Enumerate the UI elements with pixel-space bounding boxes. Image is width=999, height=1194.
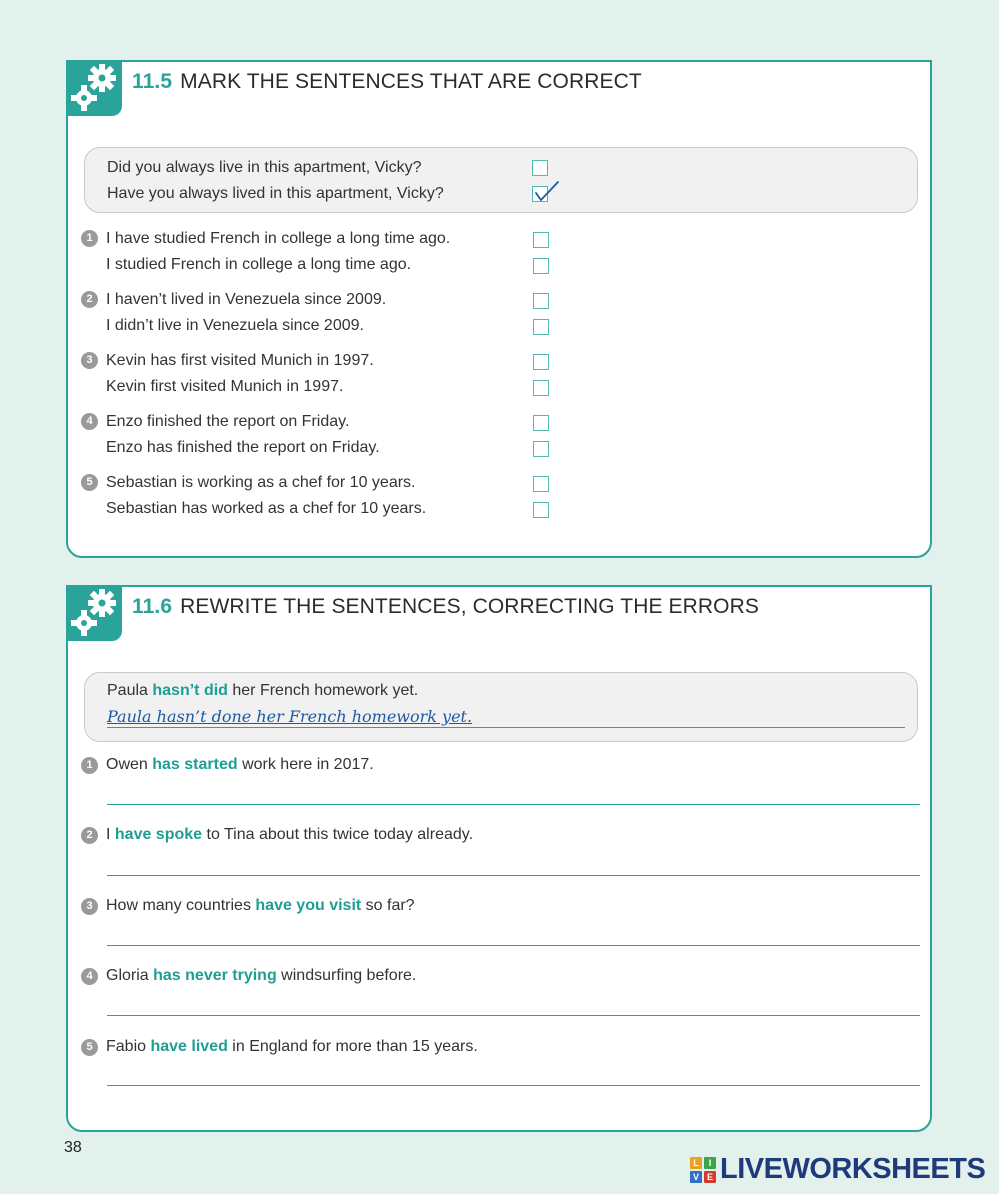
item-number-badge: 3	[81, 352, 98, 369]
sentence	[106, 897, 415, 915]
exercise-instruction: REWRITE THE SENTENCES, CORRECTING THE ERRORS	[180, 595, 759, 618]
sentence-start: Owen	[106, 756, 153, 773]
item-number-badge: 5	[81, 1039, 98, 1056]
example-answer-line	[107, 727, 905, 728]
error-highlight: have lived	[150, 1038, 228, 1055]
sentence	[106, 1038, 478, 1056]
exercise-11-6-panel	[66, 585, 932, 1132]
checkbox-b[interactable]	[533, 319, 549, 335]
sentence-b: Sebastian has worked as a chef for 10 years.	[106, 500, 427, 517]
checkbox-a[interactable]	[533, 293, 549, 309]
sentence-end: windsurfing before.	[276, 967, 417, 984]
exercise-instruction: MARK THE SENTENCES THAT ARE CORRECT	[180, 70, 642, 93]
exercise-title	[132, 70, 642, 94]
sentence-a: Sebastian is working as a chef for 10 years.	[106, 474, 416, 491]
checkbox-b[interactable]	[533, 258, 549, 274]
brand-text: LIVEWORKSHEETS	[720, 1153, 986, 1185]
example-sentence-end: her French homework yet.	[227, 682, 419, 699]
checkbox-a[interactable]	[533, 232, 549, 248]
error-highlight: have you visit	[255, 897, 362, 914]
answer-line[interactable]	[107, 1085, 920, 1086]
item-number-badge: 1	[81, 757, 98, 774]
sentence-start: Gloria	[106, 967, 154, 984]
sentence-a: Enzo finished the report on Friday.	[106, 413, 350, 430]
item-number-badge: 2	[81, 291, 98, 308]
error-highlight: have spoke	[114, 826, 203, 843]
example-box	[84, 147, 918, 213]
sentence-a: Kevin has first visited Munich in 1997.	[106, 352, 374, 369]
item-number-badge: 4	[81, 968, 98, 985]
gears-icon	[66, 60, 122, 116]
checkbox-b[interactable]	[533, 441, 549, 457]
error-highlight: has never trying	[153, 967, 277, 984]
gears-icon	[66, 585, 122, 641]
checkbox-b[interactable]	[533, 380, 549, 396]
sentence-start: Fabio	[106, 1038, 151, 1055]
exercise-number: 11.6	[132, 595, 173, 618]
sentence-b: I studied French in college a long time ago.	[106, 256, 412, 273]
checkbox-b[interactable]	[533, 502, 549, 518]
sentence-b: I didn’t live in Venezuela since 2009.	[106, 317, 364, 334]
item-number-badge: 5	[81, 474, 98, 491]
sentence-b: Kevin first visited Munich in 1997.	[106, 378, 344, 395]
example-answer: Paula hasn’t done her French homework yet.	[107, 707, 473, 726]
item-number-badge: 2	[81, 827, 98, 844]
example-sentence	[107, 682, 418, 700]
sentence	[106, 826, 473, 844]
sentence	[106, 756, 374, 774]
example-box	[84, 672, 918, 742]
logo-letter: E	[704, 1171, 716, 1183]
item-number-badge: 4	[81, 413, 98, 430]
example-sentence-a: Did you always live in this apartment, Vicky?	[107, 159, 422, 176]
example-sentence-b: Have you always lived in this apartment, Vicky?	[107, 185, 444, 202]
sentence	[106, 967, 416, 985]
item-number-badge: 1	[81, 230, 98, 247]
sentence-end: work here in 2017.	[237, 756, 374, 773]
logo-letter: L	[690, 1157, 702, 1169]
sentence-end: in England for more than 15 years.	[227, 1038, 478, 1055]
liveworksheets-logo-icon	[690, 1157, 716, 1183]
error-highlight: has started	[152, 756, 238, 773]
checkbox-a[interactable]	[533, 415, 549, 431]
liveworksheets-brand[interactable]	[690, 1153, 985, 1186]
answer-line[interactable]	[107, 945, 920, 946]
exercise-number: 11.5	[132, 70, 173, 93]
sentence-end: to Tina about this twice today already.	[202, 826, 474, 843]
logo-letter: I	[704, 1157, 716, 1169]
answer-line[interactable]	[107, 875, 920, 876]
checkbox-a[interactable]	[533, 354, 549, 370]
sentence-start: I	[106, 826, 115, 843]
sentence-a: I haven’t lived in Venezuela since 2009.	[106, 291, 387, 308]
exercise-11-5-panel	[66, 60, 932, 558]
answer-line[interactable]	[107, 804, 920, 805]
checkbox-a[interactable]	[533, 476, 549, 492]
exercise-title	[132, 595, 759, 619]
logo-letter: V	[690, 1171, 702, 1183]
checkmark-icon	[533, 180, 561, 204]
item-number-badge: 3	[81, 898, 98, 915]
example-error-highlight: hasn’t did	[152, 682, 228, 699]
sentence-start: How many countries	[106, 897, 256, 914]
sentence-b: Enzo has finished the report on Friday.	[106, 439, 380, 456]
example-checkbox-a[interactable]	[532, 160, 548, 176]
answer-line[interactable]	[107, 1015, 920, 1016]
page-number: 38	[64, 1139, 82, 1156]
example-sentence-start: Paula	[107, 682, 153, 699]
sentence-end: so far?	[361, 897, 415, 914]
sentence-a: I have studied French in college a long time ago.	[106, 230, 451, 247]
